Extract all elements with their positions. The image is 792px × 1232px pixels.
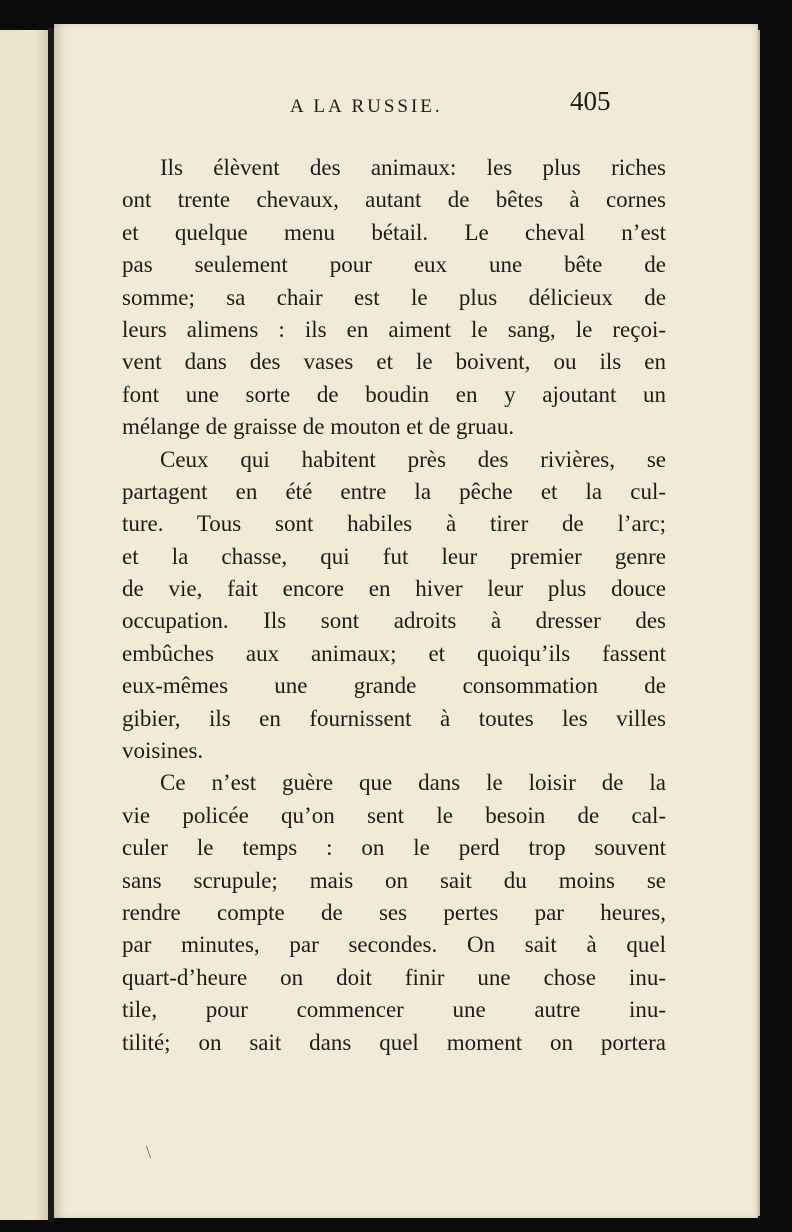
text-line: ture. Tous sont habiles à tirer de l’arc; bbox=[122, 511, 666, 537]
text-line: mélange de graisse de mouton et de gruau. bbox=[122, 414, 515, 440]
text-line: partagent en été entre la pêche et la cul- bbox=[122, 478, 666, 504]
text-line: ont trente chevaux, autant de bêtes à cornes bbox=[122, 187, 666, 213]
text-line: pas seulement pour eux une bête de bbox=[122, 252, 666, 278]
book-page bbox=[54, 24, 758, 1218]
text-line: voisines. bbox=[122, 738, 204, 764]
stray-pen-mark: \ bbox=[146, 1142, 152, 1162]
text-line: sans scrupule; mais on sait du moins se bbox=[122, 867, 666, 893]
text-line: tilité; on sait dans quel moment on portera bbox=[122, 1029, 666, 1055]
text-line: Ceux qui habitent près des rivières, se bbox=[160, 446, 666, 472]
text-line: rendre compte de ses pertes par heures, bbox=[122, 899, 666, 925]
text-line: et la chasse, qui fut leur premier genre bbox=[122, 543, 666, 569]
text-line: vent dans des vases et le boivent, ou ils en bbox=[122, 349, 666, 375]
text-line: tile, pour commencer une autre inu- bbox=[122, 997, 666, 1023]
text-line: et quelque menu bétail. Le cheval n’est bbox=[122, 219, 666, 245]
text-line: leurs alimens : ils en aiment le sang, le reçoi- bbox=[122, 316, 666, 342]
page-number: 405 bbox=[570, 86, 611, 116]
running-title: A LA RUSSIE. bbox=[290, 96, 443, 117]
text-line: somme; sa chair est le plus délicieux de bbox=[122, 284, 666, 310]
running-head bbox=[54, 86, 758, 126]
text-line: occupation. Ils sont adroits à dresser des bbox=[122, 608, 666, 634]
text-line: eux-mêmes une grande consommation de bbox=[122, 673, 666, 699]
text-line: quart-d’heure on doit finir une chose inu- bbox=[122, 964, 666, 990]
text-line: de vie, fait encore en hiver leur plus douce bbox=[122, 576, 666, 602]
text-line: embûches aux animaux; et quoiqu’ils fassent bbox=[122, 640, 666, 666]
facing-page-edge bbox=[0, 30, 50, 1220]
text-line: culer le temps : on le perd trop souvent bbox=[122, 835, 666, 861]
text-line: Ce n’est guère que dans le loisir de la bbox=[160, 770, 666, 796]
text-line: gibier, ils en fournissent à toutes les villes bbox=[122, 705, 666, 731]
text-line: Ils élèvent des animaux: les plus riches bbox=[160, 155, 666, 180]
body-text bbox=[122, 152, 666, 1059]
text-line: par minutes, par secondes. On sait à quel bbox=[122, 932, 666, 958]
text-line: font une sorte de boudin en y ajoutant un bbox=[122, 381, 666, 407]
text-line: vie policée qu’on sent le besoin de cal- bbox=[122, 802, 666, 828]
